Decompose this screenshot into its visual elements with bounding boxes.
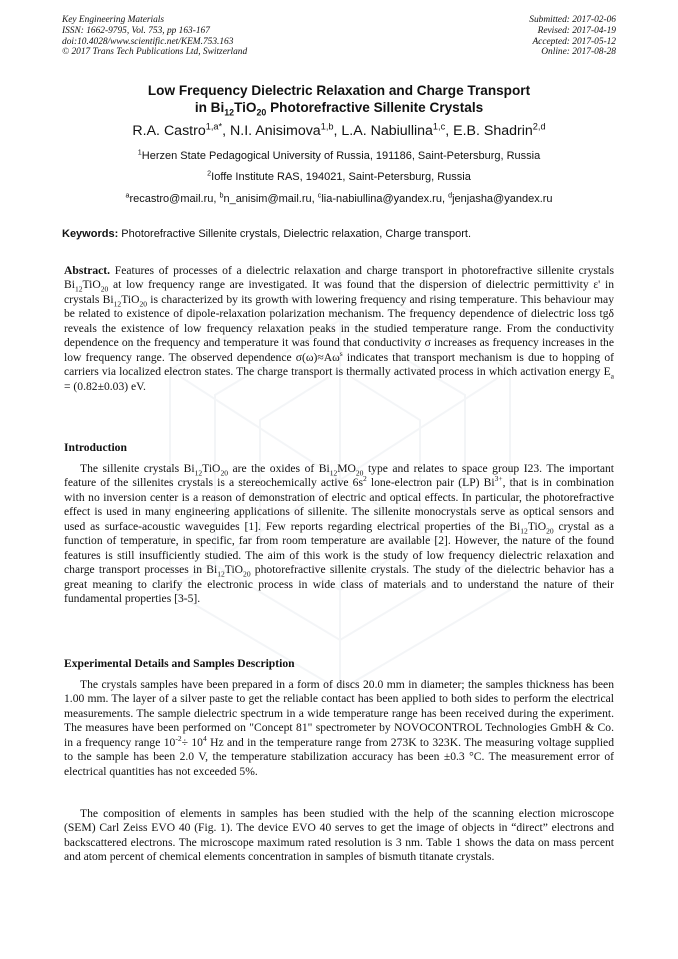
journal-name: Key Engineering Materials xyxy=(62,15,165,25)
introduction-heading: Introduction xyxy=(64,441,127,454)
journal-doi: doi:10.4028/www.scientific.net/KEM.753.163 xyxy=(62,36,234,47)
journal-copyright: © 2017 Trans Tech Publications Ltd, Switzerland xyxy=(62,47,248,58)
author-emails: $^a$recastro@mail.ru, $^b$n_anisim@mail.ru, $^c$lia-nabiullina@yandex.ru, $^d$jenjasha@yandex.ru xyxy=(125,191,553,205)
journal-info xyxy=(62,15,247,58)
experimental-heading: Experimental Details and Samples Description xyxy=(64,657,295,670)
affiliation-2: $^2$Ioffe Institute RAS, 194021, Saint-Petersburg, Russia xyxy=(207,169,471,183)
date-online: Online: 2017-08-28 xyxy=(541,47,616,58)
abstract: Abstract. Features of processes of a dielectric relaxation and charge transport in photorefractive sillenite crystals $Bi_{12}TiO_{20}$ at low frequency range are investigated. It was found that the dispersion of dielectric permittivity ε' in crystals $Bi_{12}TiO_{20}$ is characterized by its growth with lowering frequency and rising temperature. This behaviour may be related to existence of dipole-relaxation polarization mechanism. The frequency dependence of dielectric loss tgδ reveals the existence of low frequency relaxation peaks in the studied temperature range. From the conductivity dependence on the frequency and temperature it was found that conductivity σ increases as frequency increases in the low frequency range. The observed dependence $\sigma(\omega)\approx A\omega^s$ indicates that transport mechanism is due to hopping of carriers via localized electron states. The charge transport is thermally activated process in which activation energy $E_a = (0.82\pm 0.03)$ eV. xyxy=(64,264,615,393)
date-submitted: Submitted: 2017-02-06 xyxy=(529,15,616,25)
article-dates xyxy=(529,15,616,58)
journal-issn: ISSN: 1662-9795, Vol. 753, pp 163-167 xyxy=(62,25,210,36)
paper-title xyxy=(62,82,616,116)
title-line-2: in $Bi_{12}TiO_{20}$ Photorefractive Sillenite Crystals xyxy=(194,100,484,118)
affiliation-1: $^1$Herzen State Pedagogical University of Russia, 191186, Saint-Petersburg, Russia xyxy=(137,148,541,162)
author-list: R.A. Castro$^{1,a*}$, N.I. Anisimova$^{1,b}$, L.A. Nabiullina$^{1,c}$, E.B. Shadrin$^{2,d}$ xyxy=(132,121,546,139)
date-accepted: Accepted: 2017-05-12 xyxy=(532,36,616,47)
experimental-paragraph-2: The composition of elements in samples has been studied with the help of the scanning election microscope (SEM) Carl Zeiss EVO 40 (Fig. 1). The device EVO 40 serves to get the image of objects in “direct” electrons and backscattered electrons. The microscope maximum rated resolution is 3 nm. Table 1 shows the data on mass percent and atom percent of chemical elements concentration in samples of bismuth titanate crystals. xyxy=(64,807,614,864)
date-revised: Revised: 2017-04-19 xyxy=(537,25,616,36)
introduction-paragraph: The sillenite crystals $Bi_{12}TiO_{20}$ are the oxides of $Bi_{12}MO_{20}$ type and relates to space group I23. The important feature of the sillenites crystals is a stereochemically active $6s^2$ lone-electron pair (LP) $Bi^{3+}$, that is in combination with no inversion center is a reason of demonstration of electric and optical effects. In particular, the photorefractive effect is used in many engineering applications of sillenite. The sillenite monocrystals serve as optical sensors and used as surface-acoustic waveguides [1]. Few reports regarding electrical properties of the $Bi_{12}TiO_{20}$ crystal as a function of temperature, in specific, far from room temperature are available [2]. However, the nature of the found features is still insufficiently studied. The aim of this work is the study of low frequency dielectric relaxation and charge transport processes in $Bi_{12}TiO_{20}$ photorefractive sillenite crystals. The study of the dielectric behavior has a great meaning to clarify the electronic process in wide class of materials and to understand the nature of their fundamental properties [3-5]. xyxy=(64,462,615,606)
experimental-paragraph-1: The crystals samples have been prepared in a form of discs 20.0 mm in diameter; the samples thickness has been 1.00 mm. The layer of a silver paste to get the reliable contact has been applied to both sides to perform the electrical measurements. The sample dielectric spectrum in a wide temperature range has been received during the experiment. The measures have been performed on "Concept 81" spectrometer by NOVOCONTROL Technologies GmbH & Co. in a frequency range $10^{-2}\div 10^4$ Hz and in the temperature range from 273K to 323K. The measuring voltage supplied to the sample has been 2.0 V, the temperature stabilization accuracy has been ±0.3 °C. The measurement error of electrical quantities has not exceeded 5%. xyxy=(64,678,615,778)
title-line-1: Low Frequency Dielectric Relaxation and Charge Transport xyxy=(147,83,531,98)
keywords: Keywords: Photorefractive Sillenite crystals, Dielectric relaxation, Charge transport. xyxy=(62,228,472,240)
